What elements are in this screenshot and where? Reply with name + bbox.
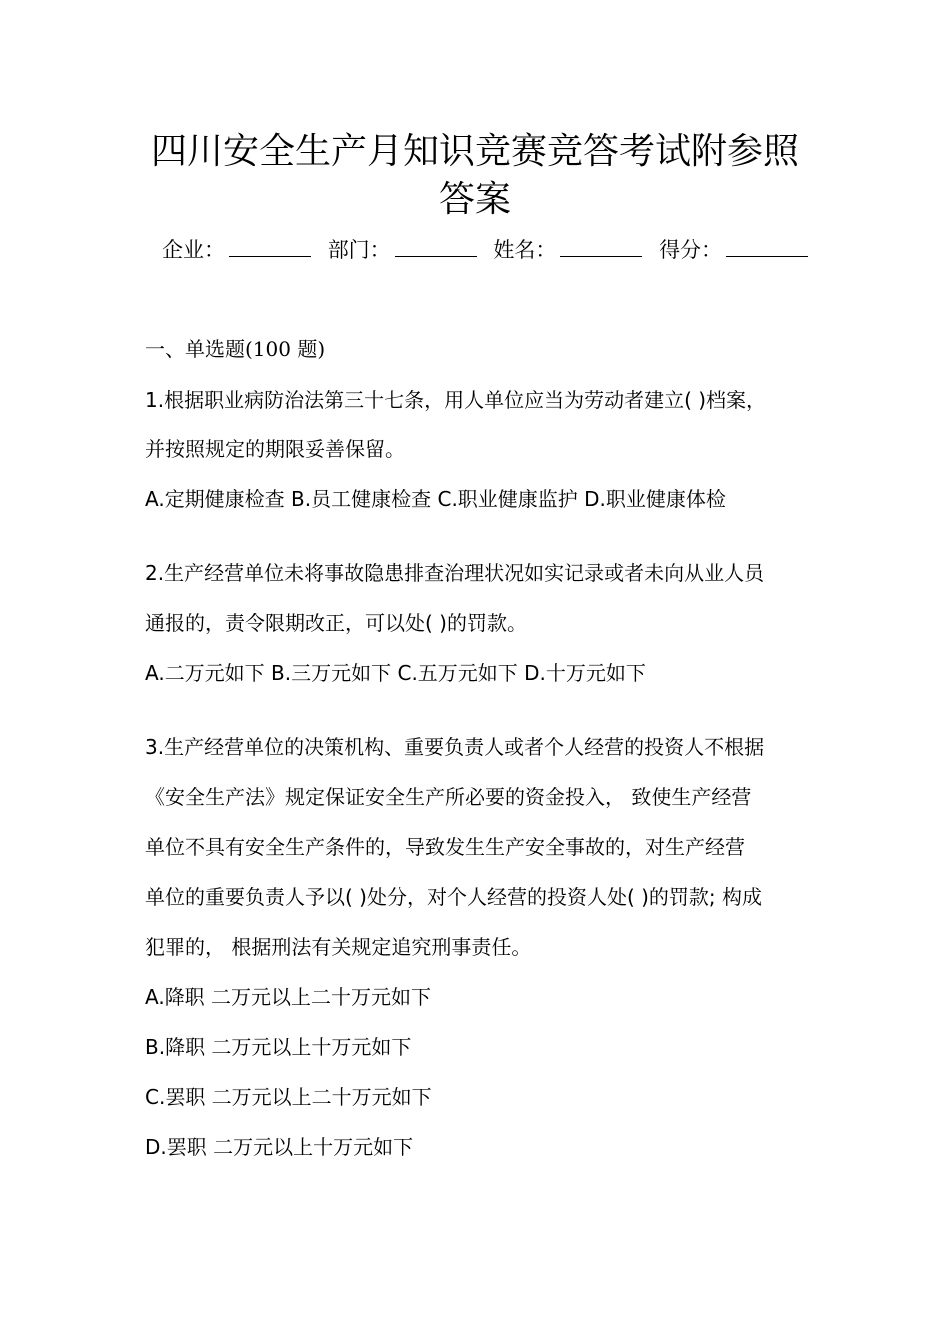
name-blank: [560, 236, 642, 257]
question-2-line-2: 通报的，责令限期改正，可以处( )的罚款。: [145, 611, 527, 635]
question-3-option-c: C.罢职 二万元以上二十万元如下: [145, 1085, 432, 1109]
info-row: [162, 236, 802, 264]
question-3-option-b: B.降职 二万元以上十万元如下: [145, 1035, 412, 1059]
question-3-option-a: A.降职 二万元以上二十万元如下: [145, 985, 432, 1009]
question-1-line-1: 1.根据职业病防治法第三十七条，用人单位应当为劳动者建立( )档案，: [145, 388, 767, 412]
company-field: [162, 236, 311, 264]
title-line-2: 答案: [438, 179, 511, 220]
score-blank: [726, 236, 808, 257]
company-blank: [229, 236, 311, 257]
question-3-line-5: 犯罪的， 根据刑法有关规定追究刑事责任。: [145, 935, 532, 959]
question-2-options: A.二万元如下 B.三万元如下 C.五万元如下 D.十万元如下: [145, 661, 646, 685]
company-label: 企业：: [162, 238, 225, 262]
title-line-1: 四川安全生产月知识竞赛竞答考试附参照: [150, 131, 799, 172]
question-1-options: A.定期健康检查 B.员工健康检查 C.职业健康监护 D.职业健康体检: [145, 487, 726, 511]
question-1-line-2: 并按照规定的期限妥善保留。: [145, 437, 405, 461]
question-3-line-3: 单位不具有安全生产条件的，导致发生生产安全事故的，对生产经营: [145, 835, 745, 859]
department-field: [328, 236, 477, 264]
question-3-line-1: 3.生产经营单位的决策机构、重要负责人或者个人经营的投资人不根据: [145, 735, 765, 759]
document-title: [145, 128, 805, 224]
name-field: [493, 236, 642, 264]
question-3-line-2: 《安全生产法》规定保证安全生产所必要的资金投入， 致使生产经营: [145, 785, 752, 809]
department-label: 部门：: [327, 238, 391, 262]
section-heading: 一、单选题(100 题): [145, 337, 326, 361]
question-3-option-d: D.罢职 二万元以上十万元如下: [145, 1135, 414, 1159]
department-blank: [395, 236, 477, 257]
score-label: 得分：: [659, 238, 723, 262]
score-field: [659, 236, 808, 264]
name-label: 姓名：: [493, 238, 557, 262]
question-3-line-4: 单位的重要负责人予以( )处分，对个人经营的投资人处( )的罚款; 构成: [145, 885, 763, 909]
question-2-line-1: 2.生产经营单位未将事故隐患排查治理状况如实记录或者未向从业人员: [145, 561, 765, 585]
